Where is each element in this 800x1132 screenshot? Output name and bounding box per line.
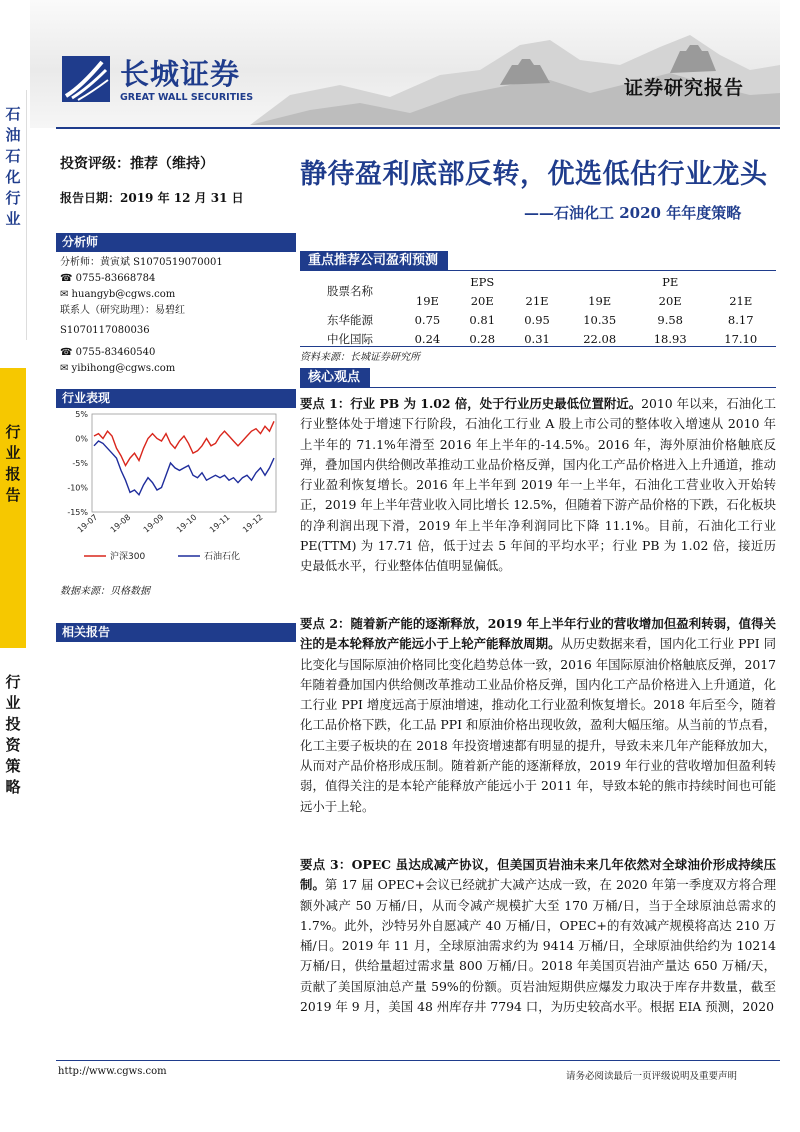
footer-rule — [56, 1060, 780, 1061]
year-header: 21E — [525, 293, 549, 308]
sidebar-band-industry — [0, 90, 27, 340]
point-3 — [300, 855, 776, 1017]
contact-phone: ☎ 0755-83460540 — [60, 347, 156, 358]
analyst-email: ✉ huangyb@cgws.com — [60, 289, 176, 300]
logo-text-cn: 长城证券 — [120, 57, 241, 91]
stock-name-header: 股票名称 — [327, 284, 373, 298]
company-logo — [62, 54, 267, 109]
point-3-lead: 要点 3：OPEC 虽达成减产协议，但美国页岩油未来几年依然对全球油价形成持续压制。 — [300, 857, 776, 893]
contact-id: S1070117080036 — [60, 325, 150, 336]
forecast-section-title: 重点推荐公司盈利预测 — [300, 251, 448, 271]
forecast-bottom-rule — [300, 346, 776, 347]
legend-label: 沪深300 — [110, 552, 146, 562]
industry-performance-chart — [56, 408, 296, 578]
logo-text-en: GREAT WALL SECURITIES — [120, 92, 254, 103]
sidebar-tag-report: 行业报告 — [3, 424, 22, 508]
x-tick-label: 19-07 — [75, 512, 100, 535]
table-row — [300, 310, 776, 329]
stock-name: 中化国际 — [327, 331, 373, 346]
chart-source: 数据来源：贝格数据 — [60, 586, 150, 597]
performance-section-title: 行业表现 — [56, 389, 296, 408]
forecast-source: 资料来源：长城证券研究所 — [300, 352, 420, 363]
report-date: 报告日期：2019 年 12 月 31 日 — [60, 191, 244, 205]
y-tick-label: -15% — [67, 508, 88, 517]
year-header: 21E — [729, 293, 753, 308]
forecast-rule — [300, 270, 776, 271]
legend-label: 石油石化 — [204, 552, 241, 562]
logo-mark-icon — [62, 56, 110, 102]
forecast-grid — [300, 272, 776, 348]
table-cell: 8.17 — [727, 312, 754, 327]
year-header: 19E — [588, 293, 612, 308]
point-2 — [300, 614, 776, 817]
table-cell: 17.10 — [724, 331, 758, 346]
sidebar-band-report — [0, 368, 26, 648]
table-cell: 0.24 — [414, 331, 441, 346]
report-subtitle: ——石油化工 2020 年年度策略 — [524, 204, 742, 222]
header-rule — [56, 127, 780, 129]
year-header: 20E — [658, 293, 682, 308]
sidebar-tag-strategy: 行业投资策略 — [3, 674, 22, 800]
core-views-title: 核心观点 — [300, 368, 370, 388]
y-tick-label: 5% — [75, 410, 88, 419]
contact-line: 联系人（研究助理）：易碧红 — [60, 305, 185, 316]
report-title: 静待盈利底部反转，优选低估行业龙头 — [300, 159, 768, 190]
stock-name: 东华能源 — [327, 312, 373, 327]
pe-header: PE — [662, 274, 679, 289]
series-line-2 — [94, 441, 274, 495]
table-cell: 22.08 — [583, 331, 617, 346]
analyst-info — [60, 256, 296, 378]
x-tick-label: 19-10 — [174, 512, 199, 535]
eps-header: EPS — [470, 274, 495, 289]
core-rule — [300, 387, 776, 388]
table-cell: 0.75 — [414, 312, 441, 327]
table-cell: 10.35 — [583, 312, 617, 327]
series-line-1 — [94, 421, 274, 465]
point-2-lead: 要点 2：随着新产能的逐渐释放，2019 年上半年行业的营收增加但盈利转弱，值得关注的是本轮释放产能远小于上轮产能释放周期。 — [300, 616, 776, 652]
footer-url[interactable]: http://www.cgws.com — [58, 1066, 167, 1077]
table-cell: 0.28 — [469, 331, 496, 346]
year-header: 20E — [470, 293, 494, 308]
x-tick-label: 19-11 — [207, 512, 232, 535]
point-2-body: 从历史数据来看，国内化工行业 PPI 同比变化与国际原油价格同比变化趋势总体一致，2016 年国际原油价格触底反弹，2017 年随着叠加国内供给侧改革推动工业品价格反弹，国内化工产品价格进入上升通道，化工行业 PPI 增度远高于原油增速，推动化工行业盈利恢复增长。2018 年后至今，随着化工品价格下跌，化工品 PPI 和原油价格出现收敛，盈利大幅压缩。从当前的节点看，化工主要子板块的在 2018 年投资增速都有明显的提升，导致未来几年产能释放加大，从而对产品价格形成压制。随着新产能的逐渐释放，2019 年行业的营收增加但盈利转弱，值得关注的是本轮产能释放产能远小于 2011 年，导致本轮的熊市持续时间也可能远小于上轮。 — [300, 636, 776, 814]
point-1 — [300, 394, 776, 577]
table-cell: 0.95 — [524, 312, 550, 327]
footer-disclaimer: 请务必阅读最后一页评级说明及重要声明 — [566, 1071, 738, 1082]
related-reports-title: 相关报告 — [56, 623, 296, 642]
analyst-line: 分析师：黄寅斌 S1070519070001 — [60, 257, 223, 268]
sidebar-tag-petrochem: 石油石化行业 — [3, 106, 22, 232]
plot-frame — [92, 414, 276, 512]
table-cell: 18.93 — [653, 331, 687, 346]
sidebar-band-strategy — [0, 648, 26, 848]
y-tick-label: -10% — [67, 483, 88, 493]
y-tick-label: 0% — [75, 434, 88, 444]
forecast-table — [300, 272, 776, 348]
point-1-body: 2010 年以来，石油化工行业整体处于增速下行阶段，石油化工行业 A 股上市公司的整体收入增速从 2010 年上半年的 71.1%年滑至 2016 年上半年的-14.5%。2016 年，海外原油价格触底反弹，叠加国内供给侧改革推动工业品价格反弹，国内化工产品价格进入上升通道，推动行业盈利恢复增长。2016 年上半年到 2019 年一上半年，石油化工营业收入开始转正，2019 年上半年营业收入同比增长 12.5%，但随着下游产品价格的下跌，石化板块的净利润出现下滑，2019 年上半年净利润同比下降 11.1%。目前，石油化工行业 PE(TTM) 为 17.71 倍，低于过去 5 年间的平均水平；行业 PB 为 1.02 倍，接近历史最低水平，行业整体估值明显偏低。 — [300, 396, 776, 574]
table-cell: 0.81 — [469, 312, 496, 327]
y-tick-label: -5% — [72, 459, 88, 468]
table-cell: 0.31 — [524, 331, 550, 346]
point-1-lead: 要点 1：行业 PB 为 1.02 倍，处于行业历史最低位置附近。 — [300, 396, 642, 411]
document-type: 证券研究报告 — [624, 77, 745, 99]
contact-email: ✉ yibihong@cgws.com — [60, 363, 176, 374]
table-cell: 9.58 — [657, 312, 683, 327]
analyst-section-title: 分析师 — [56, 233, 296, 252]
x-tick-label: 19-09 — [141, 512, 166, 535]
year-header: 19E — [415, 293, 439, 308]
analyst-phone: ☎ 0755-83668784 — [60, 273, 156, 284]
x-tick-label: 19-12 — [240, 512, 265, 535]
point-3-body: 第 17 届 OPEC+会议已经就扩大减产达成一致，在 2020 年第一季度双方将合理额外减产 50 万桶/日，从而令减产规模扩大至 170 万桶/日，当于全球原油总需求的 1.7%。此外，沙特另外自愿减产 40 万桶/日，OPEC+的有效减产规模将高达 210 万桶/日。2019 年 11 月，全球原油需求约为 9414 万桶/日，全球原油供给约为 10214 万桶/日，供给量超过需求量 800 万桶/日。2018 年美国页岩油产量达 650 万桶/天，贡献了美国原油总产量 59%的份额。页岩油短期供应爆发力取决于库存井数量，截至 2019 年 9 月，美国 48 州库存井 7794 口，为历史较高水平。根据 EIA 预测，2020 — [300, 877, 776, 1015]
investment-rating: 投资评级：推荐（维持） — [60, 156, 214, 172]
x-tick-label: 19-08 — [108, 512, 133, 535]
